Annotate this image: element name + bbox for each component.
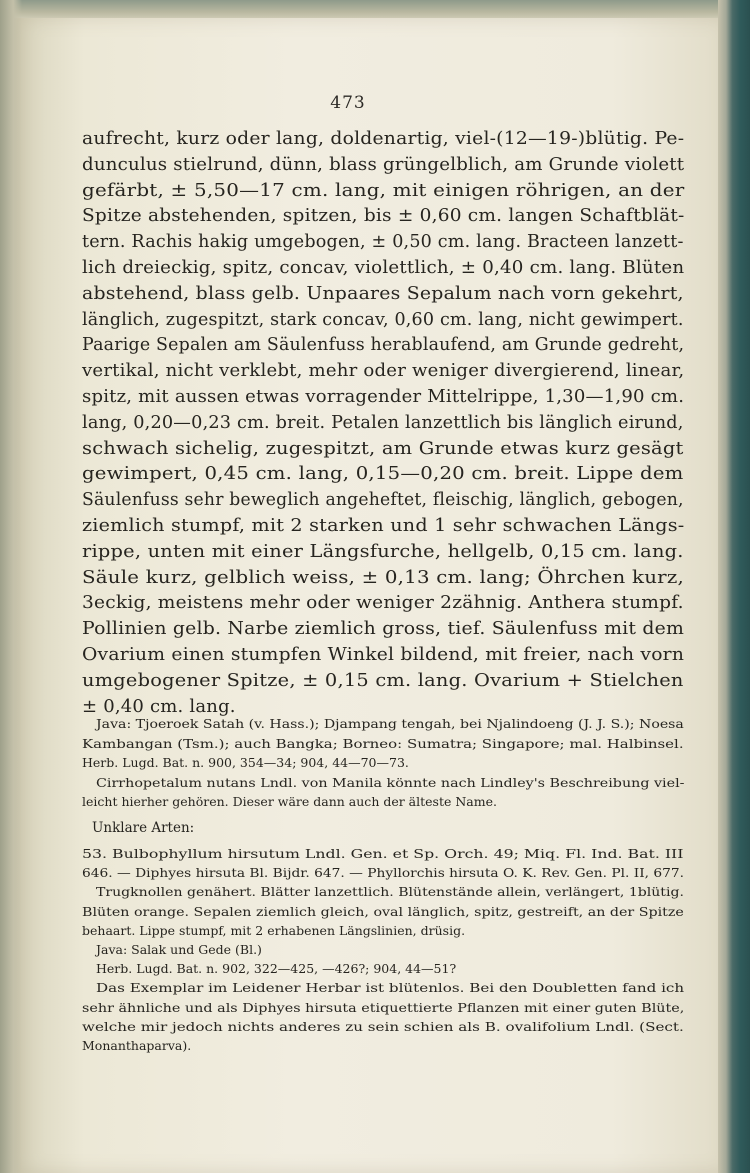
- main-text-line: Säule kurz, gelblich weiss, ± 0,13 cm. lang; Öhrchen kurz,: [82, 566, 684, 588]
- main-text-line: spitz, mit aussen etwas vorragender Mittelrippe, 1,30—1,90 cm.: [82, 386, 685, 407]
- main-text-line: vertikal, nicht verklebt, mehr oder weniger divergierend, linear,: [82, 360, 685, 382]
- notes-2-line: Trugknollen genähert. Blätter lanzettlich. Blütenstände allein, verlängert, 1blütig.: [96, 884, 684, 900]
- page-top-edge: [0, 0, 750, 20]
- notes-2-line: Java: Salak und Gede (Bl.): [96, 942, 262, 957]
- main-text-line: Pollinien gelb. Narbe ziemlich gross, tief. Säulenfuss mit dem: [82, 618, 685, 640]
- notes-2-line: 53. Bulbophyllum hirsutum Lndl. Gen. et Sp. Orch. 49; Miq. Fl. Ind. Bat. III: [82, 846, 684, 861]
- notes-2-line: sehr ähnliche und als Diphyes hirsuta etiquettierte Pflanzen mit einer guten Blüte,: [82, 999, 685, 1015]
- main-text-line: Spitze abstehenden, spitzen, bis ± 0,60 cm. langen Schaftblät-: [82, 205, 685, 227]
- main-text-line: gewimpert, 0,45 cm. lang, 0,15—0,20 cm. breit. Lippe dem: [82, 463, 684, 485]
- notes-2-line: Blüten orange. Sepalen ziemlich gleich, oval länglich, spitz, gestreift, an der Spitze: [82, 903, 684, 919]
- main-text-line: länglich, zugespitzt, stark concav, 0,60 cm. lang, nicht gewimpert.: [82, 308, 684, 330]
- main-text-line: ziemlich stumpf, mit 2 starken und 1 sehr schwachen Längs-: [82, 515, 685, 536]
- notes-2-line: welche mir jedoch nichts anderes zu sein schien als B. ovalifolium Lndl. (Sect.: [82, 1018, 684, 1034]
- notes-2-line: 646. — Diphyes hirsuta Bl. Bijdr. 647. — Phyllorchis hirsuta O. K. Rev. Gen. Pl. II, 677.: [82, 865, 685, 881]
- main-text-line: aufrecht, kurz oder lang, doldenartig, viel-(12—19-)blütig. Pe-: [82, 128, 685, 149]
- main-text-line: Säulenfuss sehr beweglich angeheftet, fleischig, länglich, gebogen,: [82, 489, 684, 511]
- notes-1-line: leicht hierher gehören. Dieser wäre dann auch der älteste Name.: [82, 794, 497, 809]
- main-text-line: ± 0,40 cm. lang.: [82, 695, 236, 717]
- main-text-line: umgebogener Spitze, ± 0,15 cm. lang. Ovarium + Stielchen: [82, 669, 684, 691]
- main-text-line: dunculus stielrund, dünn, blass grüngelblich, am Grunde violett: [82, 153, 685, 175]
- main-text-line: schwach sichelig, zugespitzt, am Grunde etwas kurz gesägt: [82, 437, 684, 459]
- main-text-line: lich dreieckig, spitz, concav, violettlich, ± 0,40 cm. lang. Blüten: [82, 257, 685, 278]
- book-spine: [718, 0, 750, 1173]
- main-text-line: tern. Rachis hakig umgebogen, ± 0,50 cm. lang. Bracteen lanzett-: [82, 231, 684, 253]
- main-text-line: rippe, unten mit einer Längsfurche, hellgelb, 0,15 cm. lang.: [82, 540, 684, 562]
- notes-2-line: Das Exemplar im Leidener Herbar ist blütenlos. Bei den Doubletten fand ich: [96, 980, 685, 996]
- section-heading: Unklare Arten:: [92, 820, 195, 836]
- main-text-line: Ovarium einen stumpfen Winkel bildend, mit freier, nach vorn: [82, 644, 685, 665]
- notes-1-line: Cirrhopetalum nutans Lndl. von Manila könnte nach Lindley's Beschreibung viel-: [96, 774, 685, 790]
- main-text-line: gefärbt, ± 5,50—17 cm. lang, mit einigen röhrigen, an der: [82, 179, 685, 201]
- notes-2-line: Monanthaparva).: [82, 1038, 192, 1053]
- page-number: 473: [330, 93, 366, 113]
- gutter-shadow: [0, 0, 22, 1173]
- notes-2-line: behaart. Lippe stumpf, mit 2 erhabenen Längslinien, drüsig.: [82, 922, 466, 938]
- notes-2-line: Herb. Lugd. Bat. n. 902, 322—425, —426?; 904, 44—51?: [96, 961, 457, 977]
- notes-1-line: Java: Tjoeroek Satah (v. Hass.); Djampang tengah, bei Njalindoeng (J. J. S.); Noesa: [96, 716, 684, 731]
- main-text-line: 3eckig, meistens mehr oder weniger 2zähnig. Anthera stumpf.: [82, 592, 684, 614]
- notes-1-line: Herb. Lugd. Bat. n. 900, 354—34; 904, 44—70—73.: [82, 755, 409, 770]
- main-text-line: abstehend, blass gelb. Unpaares Sepalum nach vorn gekehrt,: [82, 282, 684, 304]
- main-text-line: Paarige Sepalen am Säulenfuss herablaufend, am Grunde gedreht,: [82, 334, 685, 356]
- notes-1-line: Kambangan (Tsm.); auch Bangka; Borneo: Sumatra; Singapore; mal. Halbinsel.: [82, 735, 684, 751]
- main-text-line: lang, 0,20—0,23 cm. breit. Petalen lanzettlich bis länglich eirund,: [82, 411, 684, 433]
